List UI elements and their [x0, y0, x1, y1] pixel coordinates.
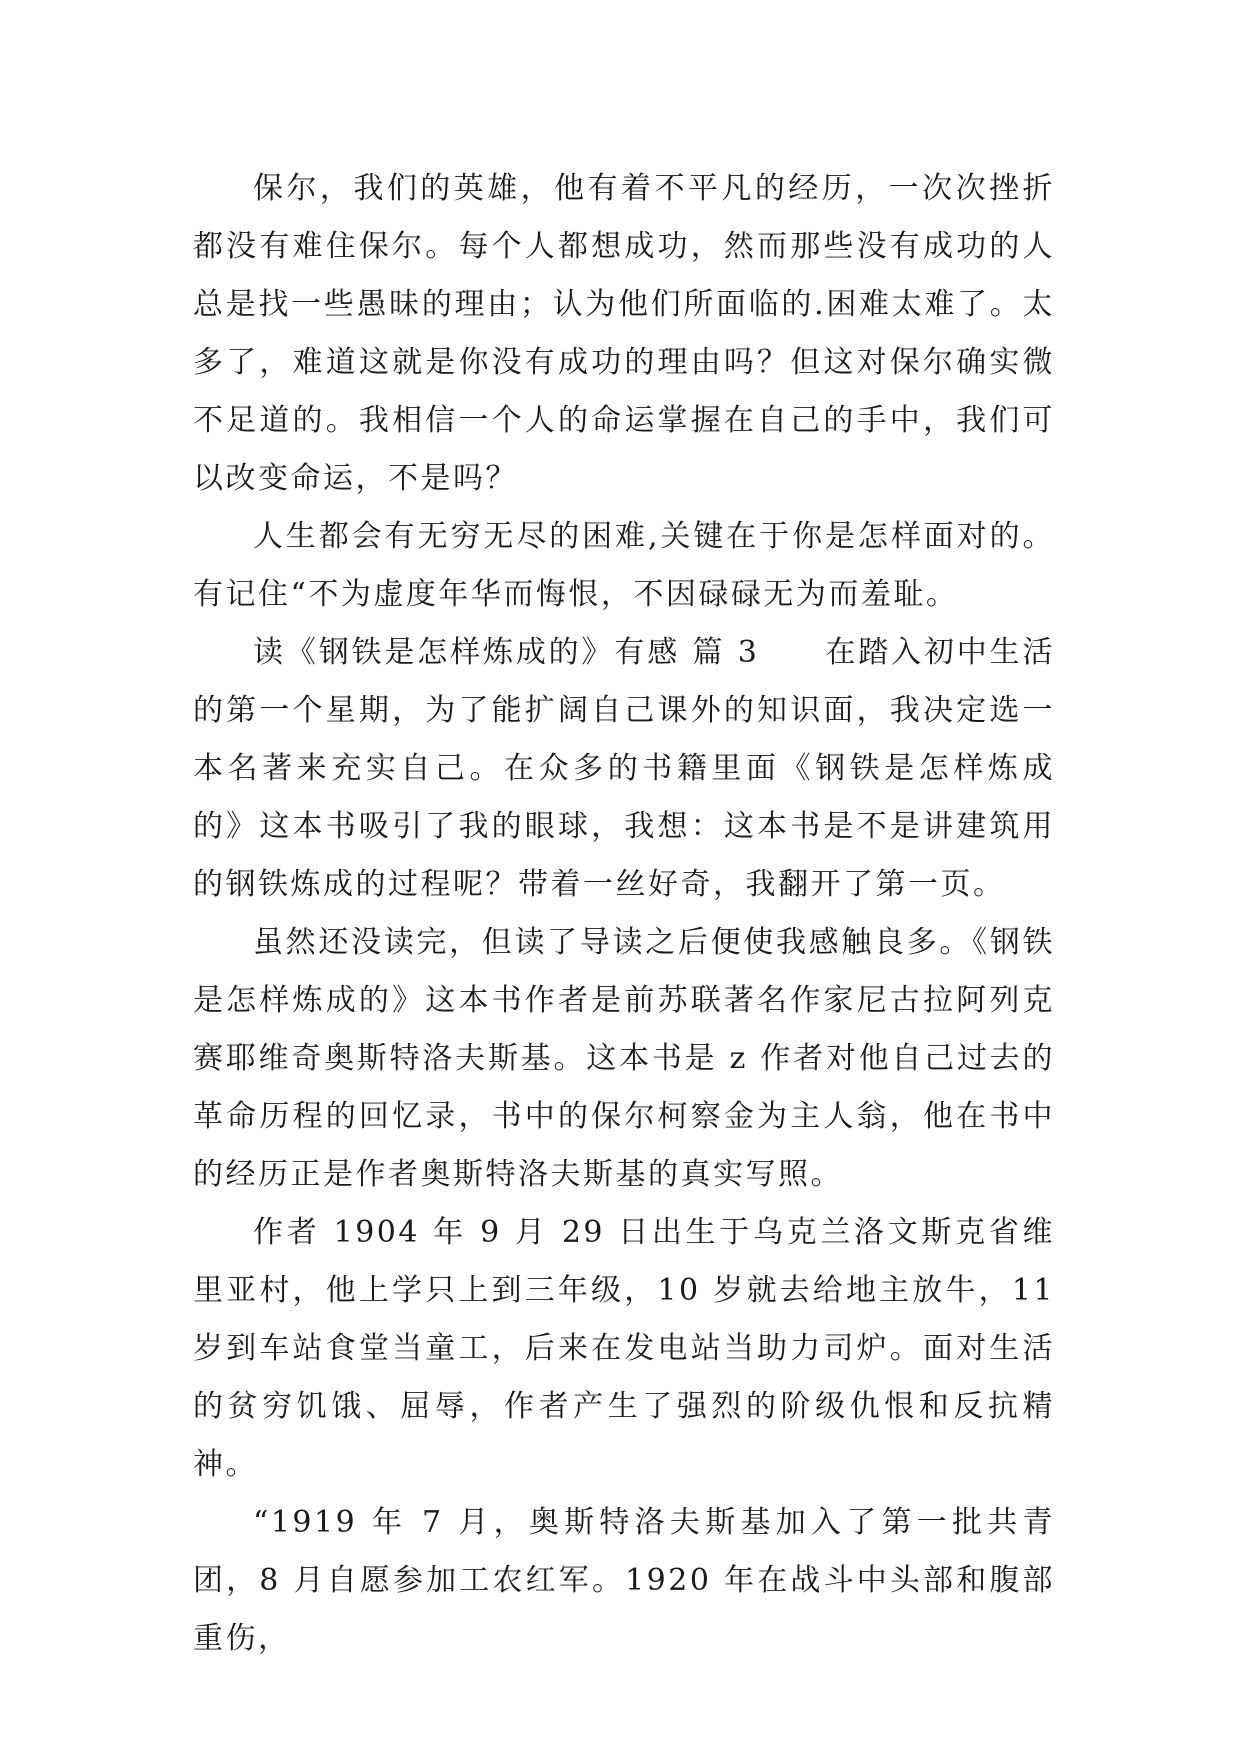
paragraph-2: 人生都会有无穷无尽的困难,关键在于你是怎样面对的。有记住“不为虚度年华而悔恨，不因碌碌无为而羞耻。 — [193, 519, 1055, 612]
paragraph-6: “1919 年 7 月，奥斯特洛夫斯基加入了第一批共青团，8 月自愿参加工农红军。1920 年在战斗中头部和腹部重伤， — [193, 1505, 1055, 1656]
body-text — [193, 160, 1055, 1668]
paragraph-4: 虽然还没读完，但读了导读之后便使我感触良多。《钢铁是怎样炼成的》这本书作者是前苏联著名作家尼古拉阿列克赛耶维奇奥斯特洛夫斯基。这本书是 z 作者对他自己过去的革命历程的回忆录，书中的保尔柯察金为主人翁，他在书中的经历正是作者奥斯特洛夫斯基的真实写照。 — [193, 925, 1055, 1192]
paragraph-1: 保尔，我们的英雄，他有着不平凡的经历，一次次挫折都没有难住保尔。每个人都想成功，然而那些没有成功的人总是找一些愚昧的理由；认为他们所面临的.困难太难了。太多了，难道这就是你没有成功的理由吗？但这对保尔确实微不足道的。我相信一个人的命运掌握在自己的手中，我们可以改变命运，不是吗？ — [193, 171, 1055, 496]
paragraph-3: 读《钢铁是怎样炼成的》有感 篇 3 在踏入初中生活的第一个星期，为了能扩阔自己课外的知识面，我决定选一本名著来充实自己。在众多的书籍里面《钢铁是怎样炼成的》这本书吸引了我的眼球，我想：这本书是不是讲建筑用的钢铁炼成的过程呢？带着一丝好奇，我翻开了第一页。 — [193, 635, 1055, 902]
paragraph-5: 作者 1904 年 9 月 29 日出生于乌克兰洛文斯克省维里亚村，他上学只上到三年级，10 岁就去给地主放牛，11 岁到车站食堂当童工，后来在发电站当助力司炉。面对生活的贫穷饥饿、屈辱，作者产生了强烈的阶级仇恨和反抗精神。 — [193, 1215, 1055, 1482]
